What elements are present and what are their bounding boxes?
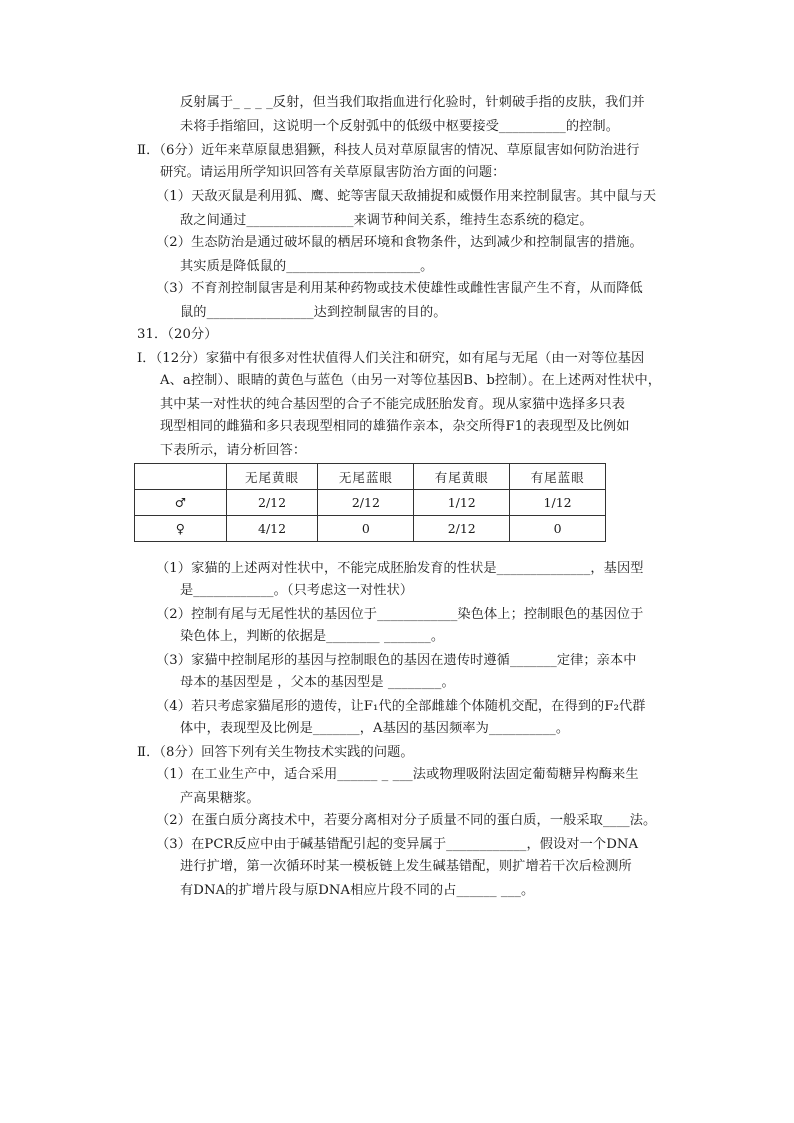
text-line: 反射属于_ _ _ _反射，但当我们取指血进行化验时，针刺破手指的皮肤，我们并 [180, 95, 645, 110]
text-line: 其中某一对性状的纯合基因型的合子不能完成胚胎发育。现从家猫中选择多只表 [160, 397, 626, 412]
table-cell: ♀ [135, 516, 227, 542]
table-cell: 2/12 [226, 490, 318, 516]
text-line: （4）若只考虑家猫尾形的遗传，让F₁代的全部雌雄个体随机交配，在得到的F₂代群 [156, 699, 646, 714]
text-line: 母本的基因型是 ，父本的基因型是 ________。 [180, 675, 455, 690]
text-line: （3）不育剂控制鼠害是利用某种药物或技术使雄性或雌性害鼠产生不育，从而降低 [156, 281, 643, 296]
text-line: （2）生态防治是通过破坏鼠的栖居环境和食物条件，达到减少和控制鼠害的措施。 [156, 235, 643, 250]
table-cell: 1/12 [510, 490, 606, 516]
text-line: （1）家猫的上述两对性状中，不能完成胚胎发育的性状是______________，基因型 [156, 561, 644, 576]
table-header-cell: 无尾黄眼 [226, 464, 318, 490]
text-line: （2）在蛋白质分离技术中，若要分离相对分子质量不同的蛋白质，一般采取____法。 [156, 813, 657, 828]
text-line: 产高果糖浆。 [180, 791, 260, 806]
text-line: 下表所示，请分析回答： [160, 443, 307, 458]
text-line: （2）控制有尾与无尾性状的基因位于____________染色体上；控制眼色的基因位于 [156, 607, 644, 622]
text-line: 现型相同的雌猫和多只表现型相同的雄猫作亲本，杂交所得F1的表现型及比例如 [160, 419, 630, 434]
text-line: 其实质是降低鼠的____________________。 [180, 259, 434, 274]
section-heading: Ⅰ．（12分）家猫中有很多对性状值得人们关注和研究，如有尾与无尾（由一对等位基因 [137, 351, 645, 366]
text-line: 敌之间通过________________来调节种间关系，维持生态系统的稳定。 [180, 213, 593, 228]
table-header-cell: 有尾黄眼 [414, 464, 510, 490]
table-row [135, 516, 606, 542]
text-line: A、a控制）、眼睛的黄色与蓝色（由另一对等位基因B、b控制）。在上述两对性状中， [160, 373, 662, 388]
phenotype-table [134, 463, 606, 542]
text-line: （1）天敌灭鼠是利用狐、鹰、蛇等害鼠天敌捕捉和威慑作用来控制鼠害。其中鼠与天 [156, 189, 657, 204]
table-cell: 2/12 [414, 516, 510, 542]
table-header-row [135, 464, 606, 490]
text-line: （3）在PCR反应中由于碱基错配引起的变异属于____________，假设对一个DNA [156, 837, 639, 852]
text-line: 进行扩增，第一次循环时某一模板链上发生碱基错配，则扩增若干次后检测所 [180, 859, 632, 874]
table-header-cell: 有尾蓝眼 [510, 464, 606, 490]
text-line: 是____________。（只考虑这一对性状） [180, 583, 414, 598]
table-header-cell: 无尾蓝眼 [318, 464, 414, 490]
table-header-cell [135, 464, 227, 490]
text-line: （3）家猫中控制尾形的基因与控制眼色的基因在遗传时遵循_______定律；亲本中 [156, 653, 637, 668]
text-line: 鼠的________________达到控制鼠害的目的。 [180, 305, 447, 320]
table-cell: 2/12 [318, 490, 414, 516]
question-number: 31．（20分） [137, 327, 218, 342]
table-row [135, 490, 606, 516]
text-line: （1）在工业生产中，适合采用______ _ ___法或物理吸附法固定葡萄糖异构酶来生 [156, 767, 639, 782]
table-cell: 0 [510, 516, 606, 542]
text-line: 有DNA的扩增片段与原DNA相应片段不同的占______ ___。 [180, 883, 535, 898]
table-cell: 4/12 [226, 516, 318, 542]
text-line: 体中，表现型及比例是_______，A基因的基因频率为__________。 [180, 721, 570, 736]
section-heading: Ⅱ．（6分）近年来草原鼠患猖獗，科技人员对草原鼠害的情况、草原鼠害如何防治进行 [137, 143, 640, 158]
section-heading: Ⅱ．（8分）回答下列有关生物技术实践的问题。 [137, 745, 414, 760]
table-cell: 1/12 [414, 490, 510, 516]
text-line: 染色体上，判断的依据是________ _______。 [180, 629, 445, 644]
text-line: 研究。请运用所学知识回答有关草原鼠害防治方面的问题： [160, 165, 506, 180]
table-cell: ♂ [135, 490, 227, 516]
table-cell: 0 [318, 516, 414, 542]
text-line: 未将手指缩回，这说明一个反射弧中的低级中枢要接受__________的控制。 [180, 119, 619, 134]
